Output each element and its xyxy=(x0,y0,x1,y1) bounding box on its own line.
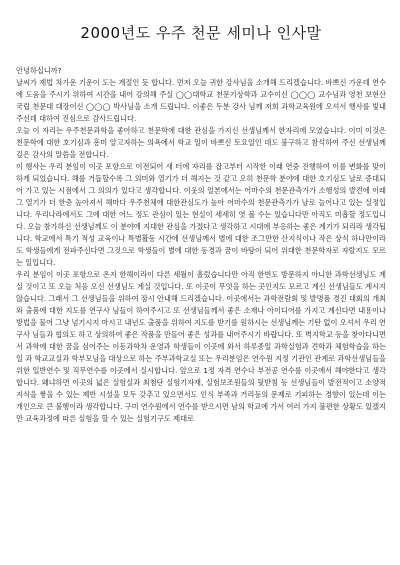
paragraph-1: 날씨가 제법 차가운 기운이 도는 계절인 듯 합니다. 먼저 오늘 귀한 강사님을 소개해 드리겠습니다. 바쁘신 가운데 연수에 도움을 주시기 위하여 시간을 내어 강의해 주실 ◯◯대학교 천문기상학과 교수이신 ◯◯◯ 교수님과 영천 보현산 국립 천문대 대장이신 ◯◯◯ 박사님을 소개 드립니다. 이좋은 두분 강사 님께 저희 과학교육원에 오셔서 행사를 빛내 주신데 대하여 진심으로 감사드립니다. xyxy=(16,78,386,123)
paragraph-4: 우리 분임이 이곳 포항으로 온지 한해이라이 다른 세월이 흘렀습니다만 아직 한번도 방문하지 아니한 과학선생님도 계실 것이고 또 오늘 처음 오신 선생님도 계실 것입니다. 또 이곳이 무엇을 하는 곳인지도 모르고 계신 선생님들도 계시지 않습니다. 그래서 그 선생님들을 위하여 잠시 안내해 드리겠습니다. 이곳에서는 과학전람회 및 발명품 경진 대회의 개최와 출품에 대한 지도를 연구사 님들이 하여주시고 또 선생님들께서 좋은 소재나 아이디어를 가지고 계신다면 내용이나 방법을 물어 그냥 넘기시지 마시고 내년도 출품을 위하여 지도를 받기를 원하시는 선생님께는 기탄 없이 오셔서 우리 연구사 님들과 협의도 하고 상의하여 좋은 작품을 만들어 좋은 성과를 내어주시기 바랍니다. 또 벽지학교 등을 찾아다니면서 과학에 대한 꿈을 심어주는 이동과학차 운영과 학생들이 이곳에 와서 하루종일 과학실험과 견학과 체험학습을 하는 일 과 학교교실과 학부모님을 대상으로 하는 주부과학교실 또는 우리분임은 연수원 지정 기관인 관계로 과학선생님들을 위한 일반연수 및 직무연수를 이곳에서 실시합니다. 앞으로 1정 자격 연수나 부전공 연수를 이곳에서 해야한다고 생각합니다. 왜냐하면 이곳의 넓은 실험실과 최첨단 실험기자재, 실험보조원들의 뒷받침 등 선생님들이 발전적이고 소양적 지식을 쌓을 수 있는 제반 시설을 모두 갖추고 있으면서도 인식 부족과 거리등의 문제로 기피하는 경향이 있는데 이는 개인으로 큰 불행이라 생각합니다. 구미 연수원에서 연수를 받으시면 남의 학교에 가서 여러 가지 불편한 상황도 있겠지만 교육과정에 따른 실험을 할 수 있는 실험기구도 제대로 xyxy=(16,270,386,423)
greeting-text: 안녕하십니까? xyxy=(16,66,62,75)
paragraph-2: 오늘 이 자리는 우주천문과학을 좋아하고 천문학에 대한 관심을 가지신 선생님께서 한자리에 모였습니다. 이미 이것은 천문학에 대한 호기심과 흥미 알고자하는 의욕에서 학교 일이 바쁘신 토요일인 데도 불구하고 참석하여 주신 선생님께 깊은 감사의 말씀을 전합니다. xyxy=(16,126,386,159)
paragraph-3: 이 행사는 우리 분임이 이곳 포항으로 이전되어 새 터에 자리를 잡고부터 시작한 이래 연중 진행하여 이를 변화를 맞이하게 되었습니다. 해를 거듭할수록 그 의미와 열기가 더 해지는 것 같고 오히 천문학 분야에 대한 호기심도 날로 증대되어 가고 있는 시점에서 그 의의가 있다고 생각합니다. 이웃의 일본에서는 어마수의 천문관측가가 소행성의 발견에 이래 그 열기가 더 한층 높아져서 해마다 우주천체에 대한관심도가 높아 어마수의 천문관측가가 날로 늘어나고 있는 실정입니다. 우리나라에서도 그에 대한 어느 정도 관심이 있는 현실이 세세히 엿 볼 수는 있습니다만 아직도 미흡할 정도입니다. 오늘 참가하신 선생님께도 이 분야에 지대한 관심을 가졌다고 생각하고 시대에 부응하는 좋은 계기가 되리라 생각됩니다. 학교에서 특기 적성 교육이나 특별활동 시간에 선생님께서 별에 대한 조그만한 산지식이나 작은 상식 하나만이라도 학생들에게 전파주신다면 그것으로 학생들이 별에 대한 동경과 꿈이 바탕이 되어 위대한 천문학자로 자랄지도 모르는 일입니다. xyxy=(16,162,386,267)
page-title: 2000년도 우주 천문 세미나 인사말 xyxy=(80,24,322,42)
